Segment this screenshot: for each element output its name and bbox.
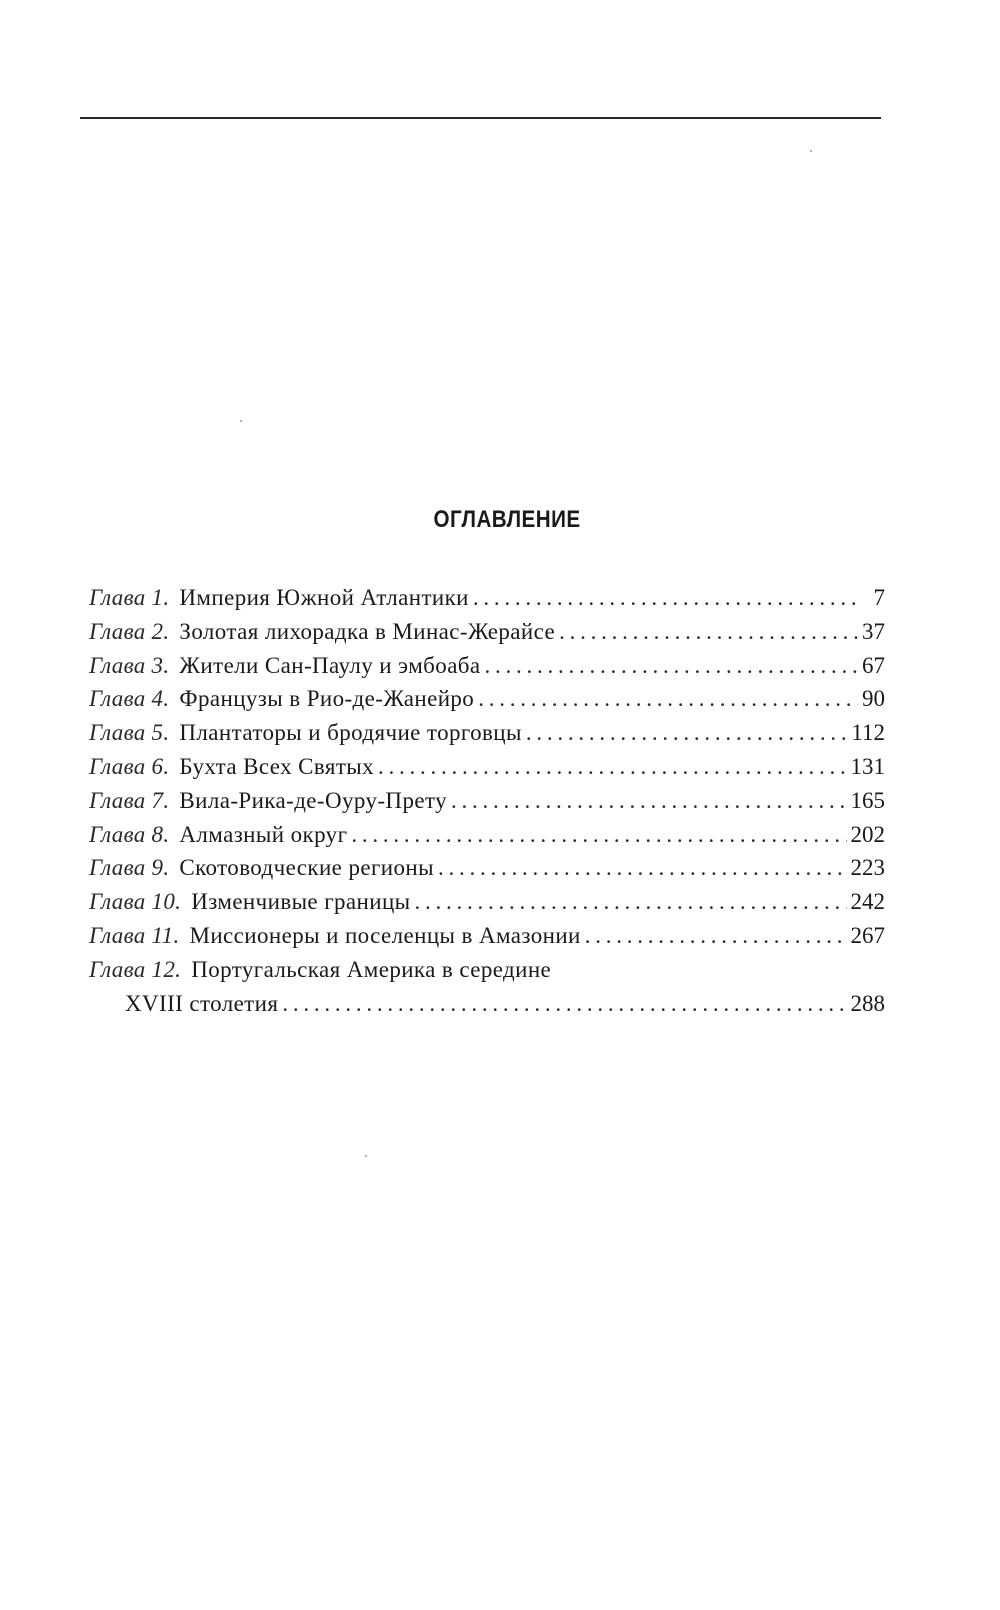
- toc-entry-9[interactable]: [89, 851, 885, 885]
- page-number: 223: [850, 855, 885, 881]
- page-number: 112: [851, 720, 885, 746]
- chapter-label: Глава 7.: [89, 787, 170, 813]
- chapter-label: Глава 1.: [89, 585, 170, 610]
- dot-leader: [438, 851, 847, 885]
- dot-leader: [526, 716, 847, 750]
- chapter-title: Плантаторы и бродячие торговцы: [179, 720, 522, 746]
- page-number: 267: [850, 922, 885, 948]
- page-number: 288: [850, 990, 885, 1016]
- toc-entry-8[interactable]: [89, 818, 885, 852]
- page-number: 90: [862, 686, 885, 712]
- toc-entry-3[interactable]: [89, 649, 885, 683]
- page-number: 37: [862, 618, 885, 644]
- chapter-label: Глава 2.: [89, 618, 170, 644]
- toc-entry-1[interactable]: [89, 581, 885, 615]
- dot-leader: [351, 818, 846, 852]
- chapter-label: Глава 6.: [89, 753, 170, 779]
- chapter-title: Французы в Рио-де-Жанейро: [179, 686, 475, 712]
- chapter-label: Глава 9.: [89, 855, 170, 881]
- dot-leader: [378, 750, 846, 784]
- dot-leader: [585, 919, 847, 953]
- toc-entry-2[interactable]: [89, 615, 885, 649]
- toc-entry-12-continuation[interactable]: [89, 987, 885, 1021]
- chapter-title: Изменчивые границы: [191, 889, 411, 915]
- chapter-title: Империя Южной Атлантики: [179, 585, 469, 610]
- dot-leader: [473, 581, 861, 615]
- page-number: 67: [862, 652, 885, 678]
- chapter-label: Глава 12.: [89, 956, 182, 982]
- dot-leader: [478, 682, 858, 716]
- toc-entry-12[interactable]: [89, 953, 885, 987]
- page-number: 131: [850, 753, 885, 779]
- toc-entry-10[interactable]: [89, 885, 885, 919]
- toc-list: [89, 581, 885, 1020]
- chapter-title: Скотоводческие регионы: [179, 855, 434, 881]
- chapter-title: Вила-Рика-де-Оуру-Прету: [179, 787, 447, 813]
- toc-heading: ОГЛАВЛЕНИЕ: [433, 506, 581, 533]
- chapter-title: Португальская Америка в середине: [191, 956, 552, 982]
- chapter-title: Золотая лихорадка в Минас-Жерайсе: [179, 618, 556, 644]
- toc-entry-11[interactable]: [89, 919, 885, 953]
- dot-leader: [485, 649, 858, 683]
- toc-entry-5[interactable]: [89, 716, 885, 750]
- toc-entry-7[interactable]: [89, 784, 885, 818]
- header-rule: [80, 117, 881, 119]
- page-number: 242: [850, 889, 885, 915]
- page-number: 7: [873, 585, 885, 610]
- chapter-label: Глава 3.: [89, 652, 170, 678]
- page-number: 165: [850, 787, 885, 813]
- chapter-title: Алмазный округ: [179, 821, 348, 847]
- dot-leader: [451, 784, 847, 818]
- chapter-label: Глава 11.: [89, 922, 180, 948]
- dot-leader: [415, 885, 847, 919]
- toc-entry-4[interactable]: [89, 682, 885, 716]
- chapter-title: Жители Сан-Паулу и эмбоаба: [179, 652, 481, 678]
- dot-leader: [282, 987, 846, 1021]
- chapter-label: Глава 8.: [89, 821, 170, 847]
- dot-leader: [559, 615, 858, 649]
- chapter-label: Глава 10.: [89, 889, 182, 915]
- chapter-title: Бухта Всех Святых: [179, 753, 375, 779]
- print-speck: [365, 1155, 367, 1157]
- chapter-label: Глава 5.: [89, 720, 170, 746]
- print-speck: [240, 420, 242, 422]
- chapter-title: Миссионеры и поселенцы в Амазонии: [189, 922, 581, 948]
- print-speck: [810, 150, 812, 152]
- chapter-title-continuation: XVIII столетия: [125, 990, 279, 1016]
- chapter-label: Глава 4.: [89, 686, 170, 712]
- page-number: 202: [850, 821, 885, 847]
- toc-entry-6[interactable]: [89, 750, 885, 784]
